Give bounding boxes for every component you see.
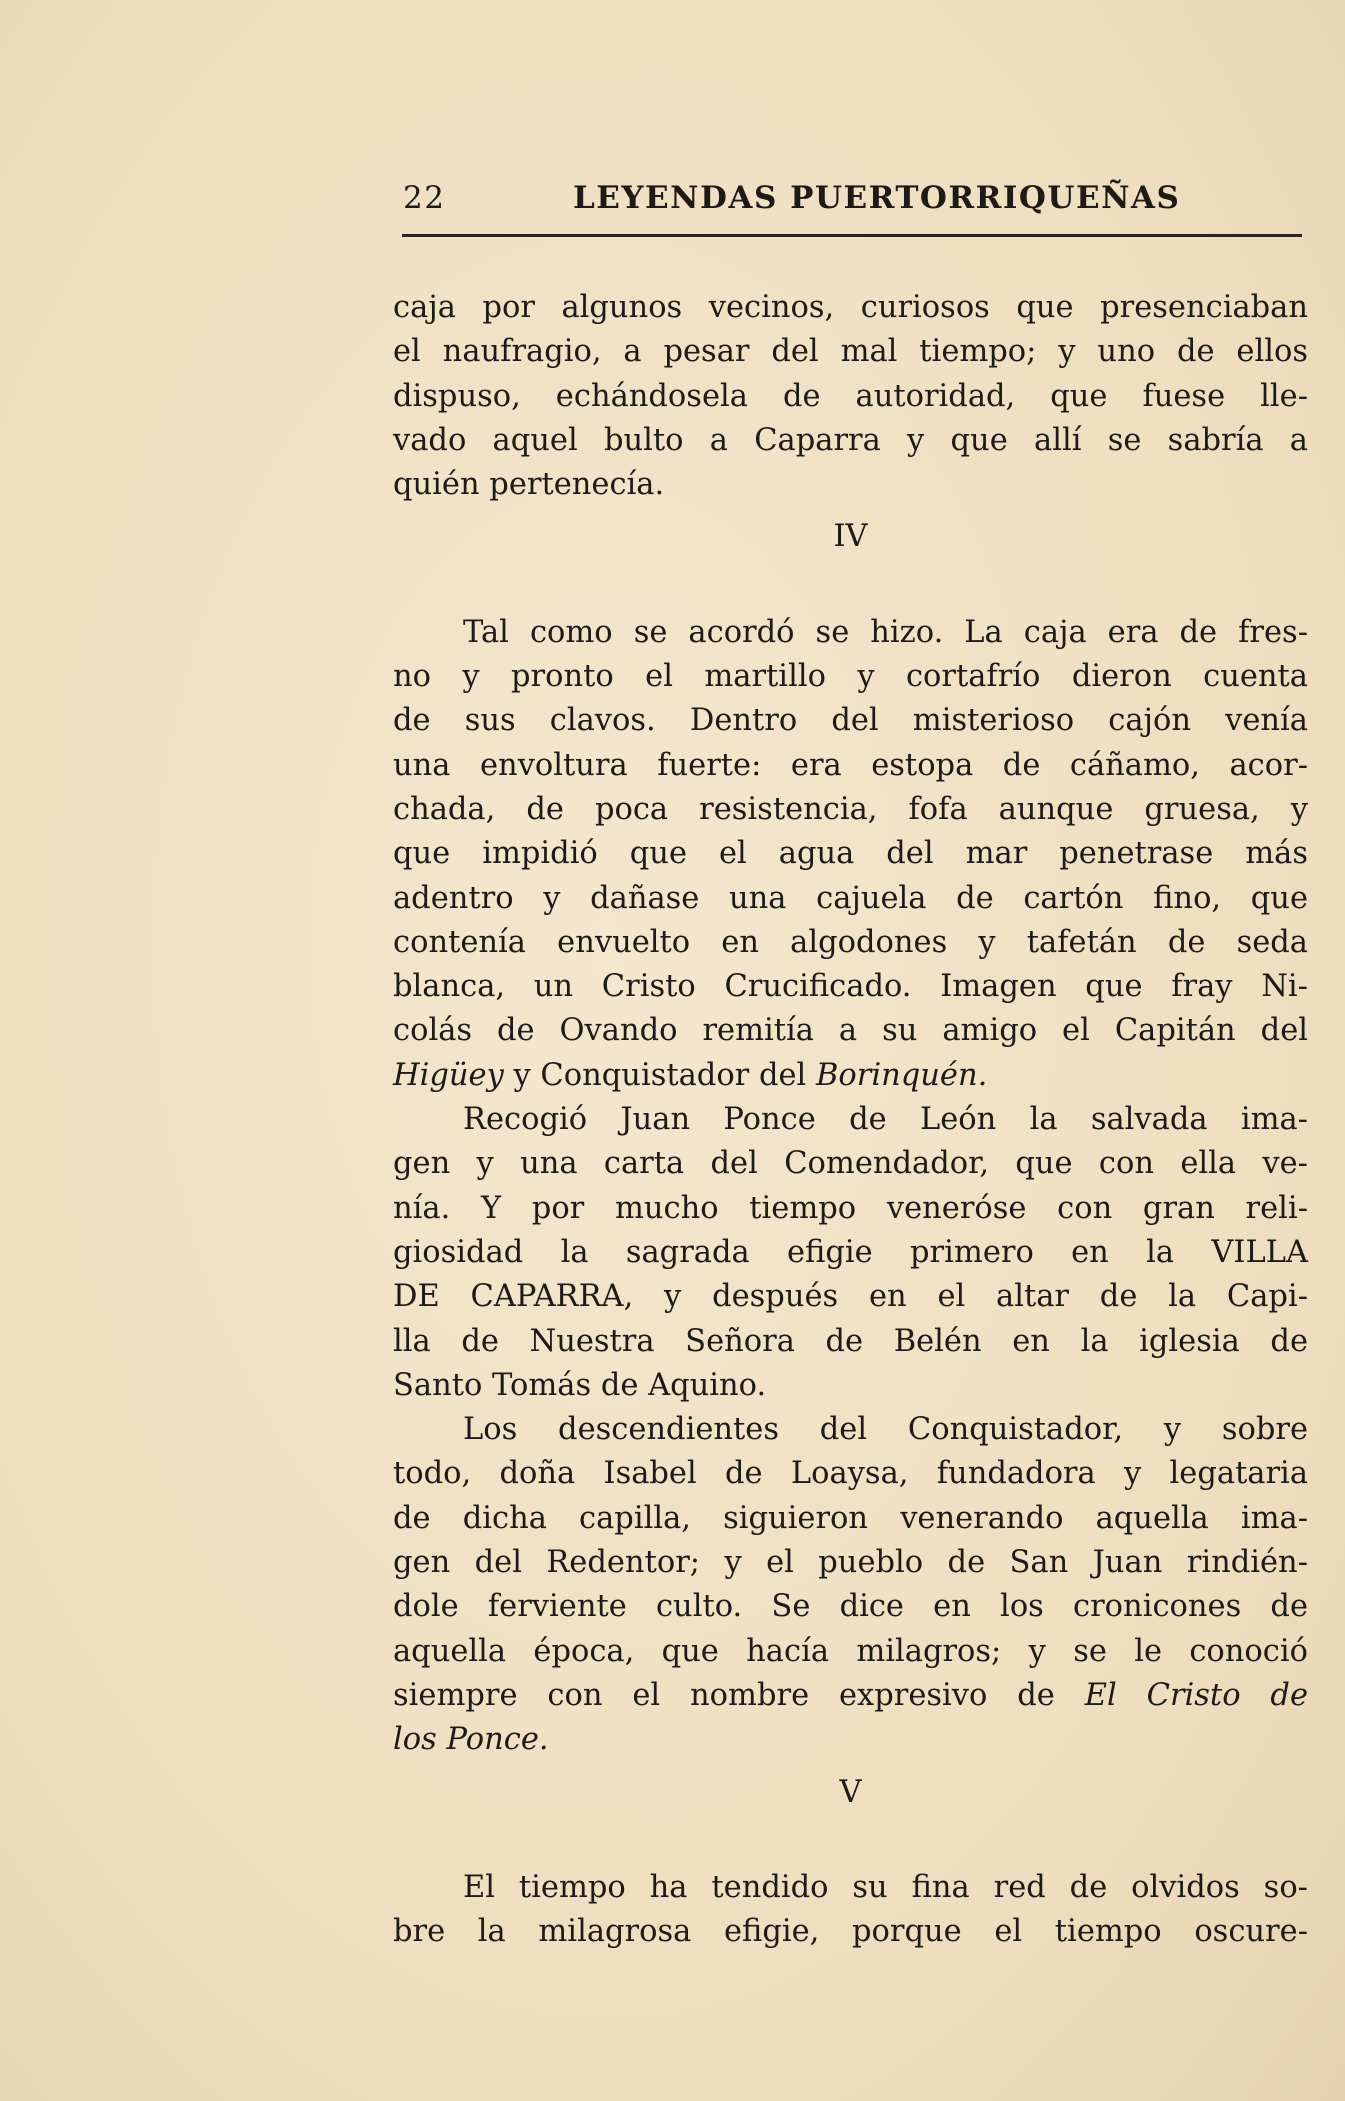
text-line: aquella época, que hacía milagros; y se le conoció xyxy=(393,1633,1308,1669)
text-line: giosidad la sagrada efigie primero en la VILLA xyxy=(393,1234,1308,1270)
text-line: caja por algunos vecinos, curiosos que presenciaban xyxy=(393,290,1308,325)
text-line: que impidió que el agua del mar penetrase más xyxy=(393,836,1308,872)
text-line: vado aquel bulto a Caparra y que allí se sabría a xyxy=(393,422,1308,458)
text-line: dispuso, echándosela de autoridad, que fuese lle- xyxy=(393,378,1308,414)
italic-text: El Cristo de xyxy=(1084,1677,1308,1713)
text-line: quién pertenecía. xyxy=(393,467,665,503)
text-line xyxy=(393,1674,1308,1718)
italic-text: Borinquén. xyxy=(815,1057,988,1093)
text-line: una envoltura fuerte: era estopa de cáñamo, acor- xyxy=(393,747,1308,783)
text-line: contenía envuelto en algodones y tafetán de seda xyxy=(393,924,1308,960)
text-line: dole ferviente culto. Se dice en los cronicones de xyxy=(393,1589,1308,1625)
text-line: Recogió Juan Ponce de León la salvada ima- xyxy=(463,1102,1308,1138)
text-line: El tiempo ha tendido su fina red de olvidos so- xyxy=(463,1869,1308,1905)
header-rule xyxy=(402,234,1302,237)
page-number: 22 xyxy=(403,180,446,216)
text-line xyxy=(393,1054,1308,1098)
text-line: Los descendientes del Conquistador, y sobre xyxy=(463,1412,1308,1448)
section-heading-v: V xyxy=(839,1774,862,1810)
running-title: LEYENDAS PUERTORRIQUEÑAS xyxy=(573,180,1181,216)
text-line: Tal como se acordó se hizo. La caja era de fres- xyxy=(463,614,1308,650)
text-line: adentro y dañase una cajuela de cartón fino, que xyxy=(393,880,1308,916)
section-heading-iv: IV xyxy=(833,519,868,555)
plain-text: y Conquistador del xyxy=(503,1057,816,1093)
body-text xyxy=(393,286,1308,1954)
text-line: gen y una carta del Comendador, que con ella ve- xyxy=(393,1146,1308,1182)
text-line: el naufragio, a pesar del mal tiempo; y uno de ellos xyxy=(393,334,1308,370)
text-line: de sus clavos. Dentro del misterioso cajón venía xyxy=(393,703,1308,739)
book-page xyxy=(393,168,1308,2068)
text-line: los Ponce. xyxy=(393,1722,549,1758)
text-line: blanca, un Cristo Crucificado. Imagen que fray Ni- xyxy=(393,969,1308,1005)
text-line: nía. Y por mucho tiempo veneróse con gran reli- xyxy=(393,1190,1308,1226)
text-line: Santo Tomás de Aquino. xyxy=(393,1367,767,1403)
text-line: no y pronto el martillo y cortafrío dieron cuenta xyxy=(393,659,1308,695)
plain-text: siempre con el nombre expresivo de xyxy=(393,1677,1085,1713)
text-line: chada, de poca resistencia, fofa aunque gruesa, y xyxy=(393,791,1308,827)
text-line: lla de Nuestra Señora de Belén en la iglesia de xyxy=(393,1323,1308,1359)
text-line: todo, doña Isabel de Loaysa, fundadora y legataria xyxy=(393,1456,1308,1492)
page-header xyxy=(393,168,1308,228)
text-line: gen del Redentor; y el pueblo de San Juan rindién- xyxy=(393,1545,1308,1581)
text-line: bre la milagrosa efigie, porque el tiempo oscure- xyxy=(393,1914,1308,1950)
text-line: de dicha capilla, siguieron venerando aquella ima- xyxy=(393,1500,1308,1536)
text-line: DE CAPARRA, y después en el altar de la Capi- xyxy=(393,1279,1308,1315)
text-line: colás de Ovando remitía a su amigo el Capitán del xyxy=(393,1013,1308,1049)
italic-text: Higüey xyxy=(393,1057,504,1093)
